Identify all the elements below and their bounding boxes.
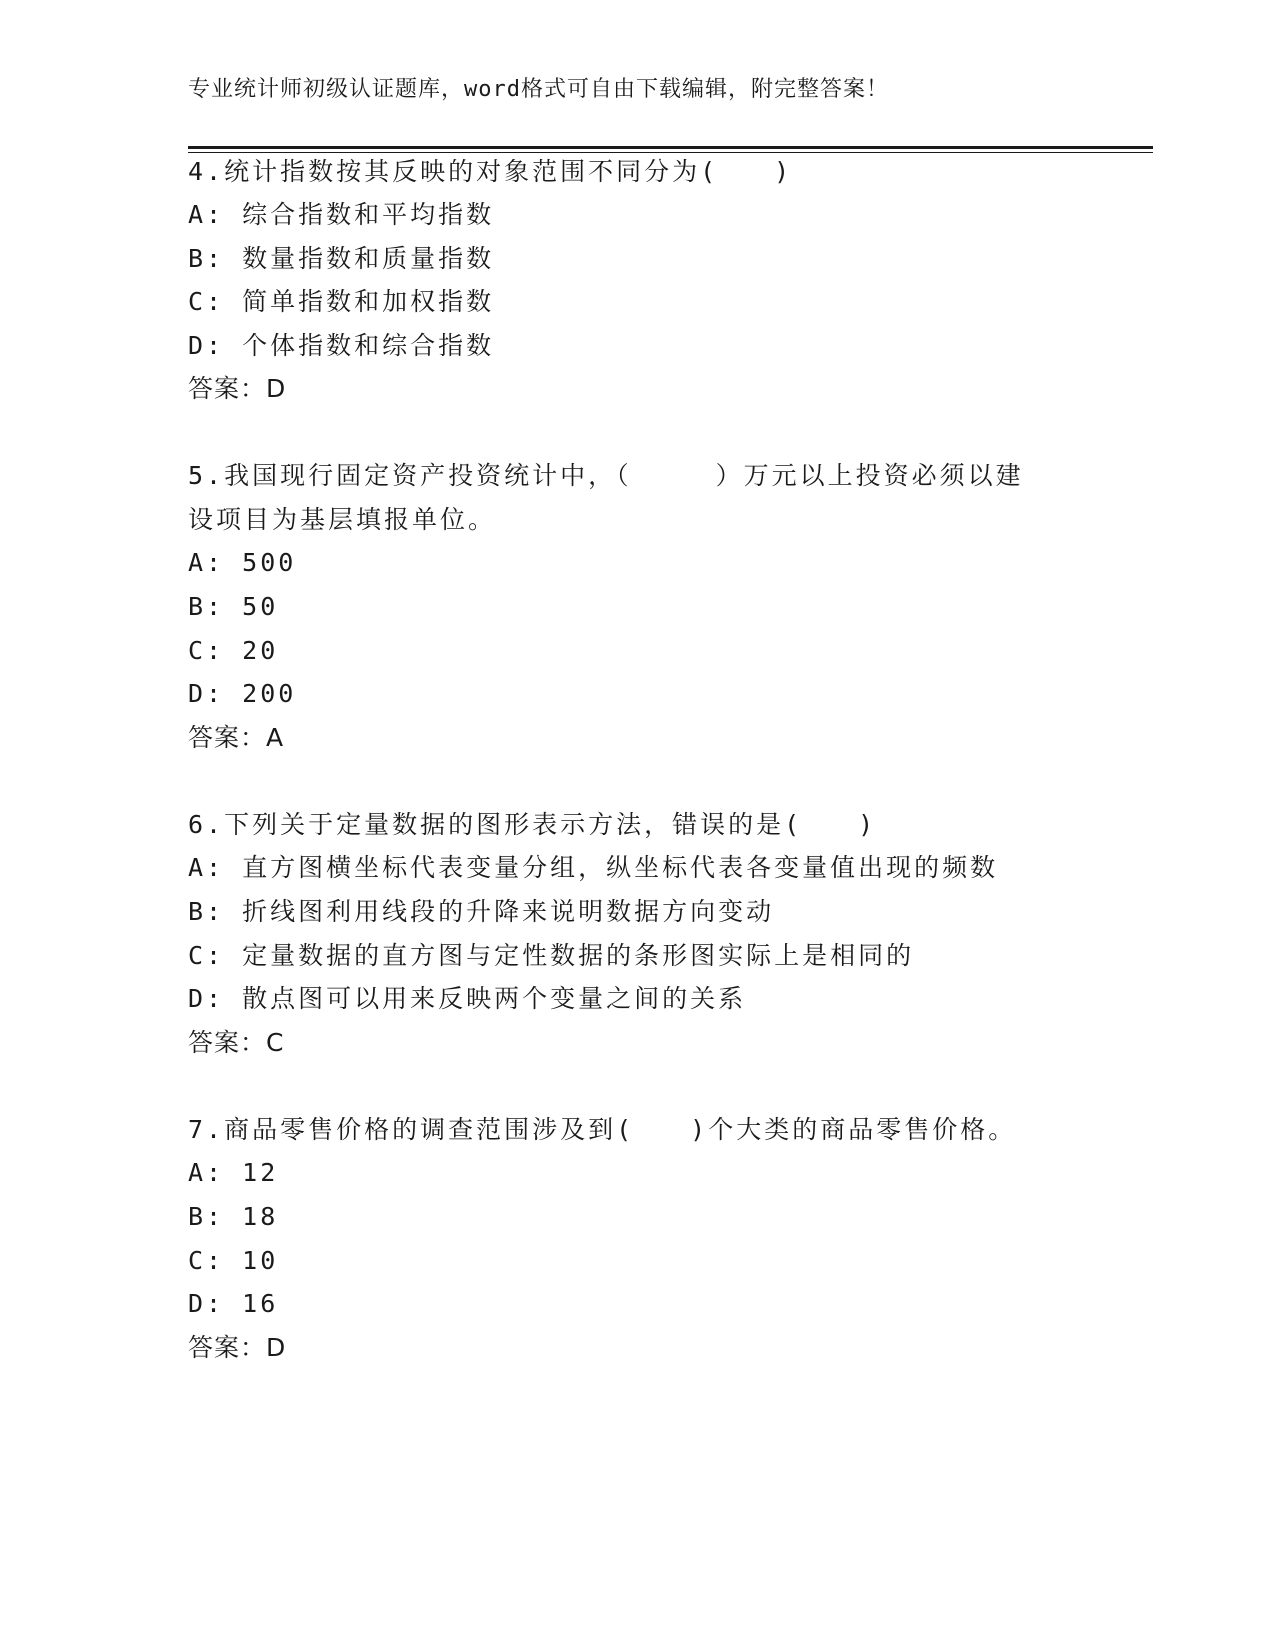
question-7-stem: 7.商品零售价格的调查范围涉及到( )个大类的商品零售价格。 [188, 1115, 1017, 1144]
question-5-option-a: A: 500 [188, 548, 297, 577]
question-4-option-b: B: 数量指数和质量指数 [188, 244, 495, 273]
question-6-stem: 6.下列关于定量数据的图形表示方法，错误的是( ) [188, 810, 877, 839]
question-5-stem-line-1: 5.我国现行固定资产投资统计中，（ ）万元以上投资必须以建 [188, 461, 1024, 490]
question-5-stem-line-2: 设项目为基层填报单位。 [188, 505, 497, 534]
question-7-option-d: D: 16 [188, 1289, 279, 1318]
question-4-option-c: C: 简单指数和加权指数 [188, 287, 495, 316]
question-5-option-c: C: 20 [188, 636, 279, 665]
question-5-option-b: B: 50 [188, 592, 279, 621]
question-5-answer: 答案：A [188, 723, 285, 752]
question-6-option-c: C: 定量数据的直方图与定性数据的条形图实际上是相同的 [188, 941, 915, 970]
header-rule-thin [188, 152, 1153, 153]
question-4-option-a: A: 综合指数和平均指数 [188, 200, 495, 229]
page-header: 专业统计师初级认证题库，word格式可自由下载编辑，附完整答案！ [188, 77, 889, 102]
question-7-option-a: A: 12 [188, 1158, 279, 1187]
question-7-answer: 答案：D [188, 1333, 287, 1362]
question-7-option-c: C: 10 [188, 1246, 279, 1275]
question-4-stem: 4.统计指数按其反映的对象范围不同分为( ) [188, 157, 793, 186]
question-4-option-d: D: 个体指数和综合指数 [188, 331, 495, 360]
question-6-option-d: D: 散点图可以用来反映两个变量之间的关系 [188, 984, 747, 1013]
question-5-option-d: D: 200 [188, 679, 297, 708]
question-4-answer: 答案：D [188, 374, 287, 403]
question-6-option-a: A: 直方图横坐标代表变量分组，纵坐标代表各变量值出现的频数 [188, 853, 999, 882]
question-6-option-b: B: 折线图利用线段的升降来说明数据方向变动 [188, 897, 775, 926]
question-6-answer: 答案：C [188, 1028, 285, 1057]
header-rule-thick [188, 146, 1153, 149]
question-7-option-b: B: 18 [188, 1202, 279, 1231]
